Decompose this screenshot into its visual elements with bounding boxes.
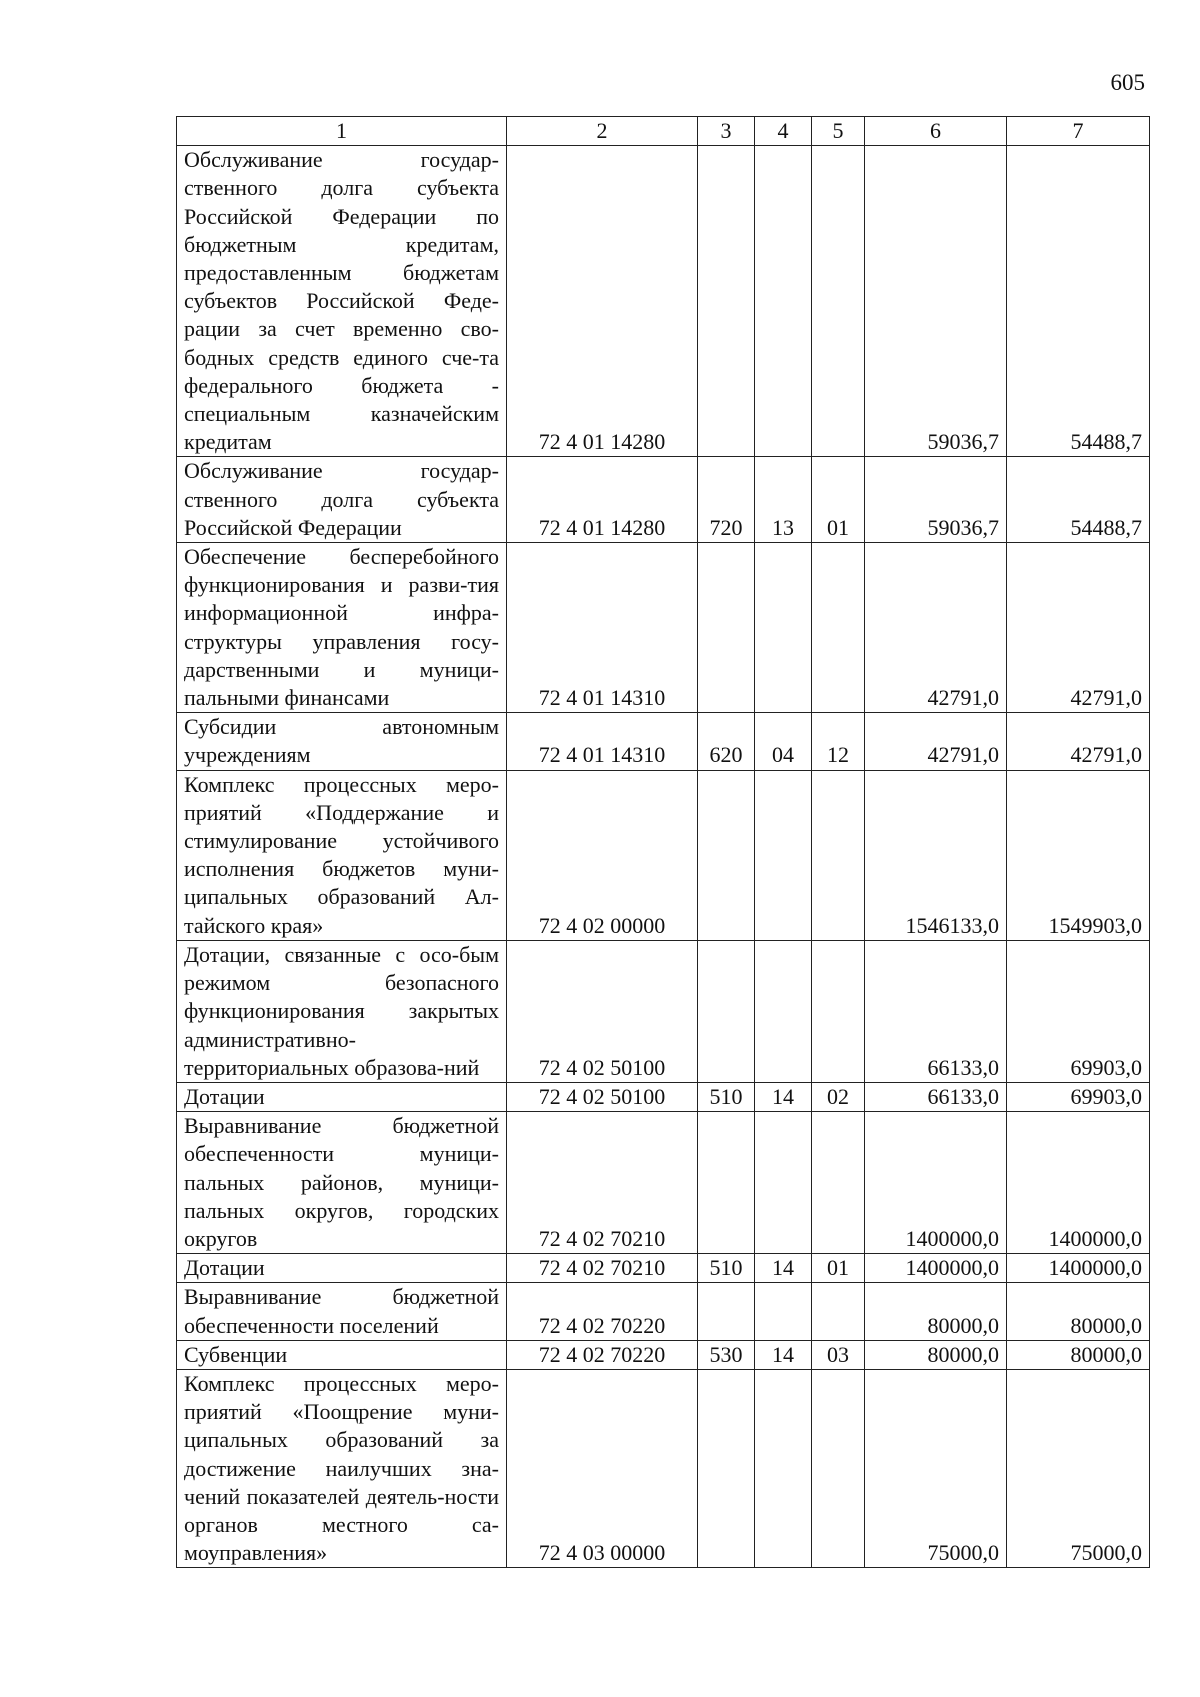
target-code: 72 4 02 00000 (507, 770, 698, 940)
subsection-code: 03 (812, 1340, 865, 1369)
header-cell: 3 (698, 117, 755, 146)
amount-2: 42791,0 (1007, 713, 1150, 770)
subsection-code (812, 770, 865, 940)
amount-2: 69903,0 (1007, 1082, 1150, 1111)
amount-2: 1400000,0 (1007, 1112, 1150, 1254)
item-name: Комплекс процессных меро-приятий «Поддержание и стимулирование устойчивого исполнения бюджетов муни-ципальных образований Ал-тайского края» (177, 770, 507, 940)
header-cell: 7 (1007, 117, 1150, 146)
table-row (177, 543, 1150, 713)
item-name: Выравнивание бюджетной обеспеченности муници-пальных районов, муници-пальных округов, городских округов (177, 1112, 507, 1254)
section-code: 04 (755, 713, 812, 770)
section-code (755, 1283, 812, 1340)
table-row (177, 1254, 1150, 1283)
section-code: 14 (755, 1340, 812, 1369)
subsection-code: 12 (812, 713, 865, 770)
expense-type (698, 146, 755, 457)
amount-1: 1400000,0 (865, 1254, 1007, 1283)
subsection-code (812, 1112, 865, 1254)
target-code: 72 4 01 14310 (507, 543, 698, 713)
amount-1: 42791,0 (865, 713, 1007, 770)
item-name: Обслуживание государ-ственного долга субъекта Российской Федерации по бюджетным кредитам, предоставленным бюджетам субъектов Российской Феде-рации за счет временно сво-бодных средств единого сче-та федерального бюджета - специальным казначейским кредитам (177, 146, 507, 457)
target-code: 72 4 01 14310 (507, 713, 698, 770)
expense-type (698, 543, 755, 713)
subsection-code: 01 (812, 457, 865, 543)
item-name: Комплекс процессных меро-приятий «Поощрение муни-ципальных образований за достижение наилучших зна-чений показателей деятель-ности органов местного са-моуправления» (177, 1369, 507, 1567)
target-code: 72 4 02 70210 (507, 1254, 698, 1283)
subsection-code (812, 940, 865, 1082)
target-code: 72 4 01 14280 (507, 146, 698, 457)
section-code (755, 770, 812, 940)
item-name: Выравнивание бюджетной обеспеченности поселений (177, 1283, 507, 1340)
amount-1: 42791,0 (865, 543, 1007, 713)
expense-type (698, 770, 755, 940)
amount-2: 69903,0 (1007, 940, 1150, 1082)
table-row (177, 770, 1150, 940)
expense-type: 510 (698, 1082, 755, 1111)
table-body (177, 117, 1150, 1568)
table-row (177, 713, 1150, 770)
item-name: Субсидии автономным учреждениям (177, 713, 507, 770)
expense-type: 530 (698, 1340, 755, 1369)
amount-2: 1549903,0 (1007, 770, 1150, 940)
page-number: 605 (1110, 70, 1145, 95)
expense-type (698, 1112, 755, 1254)
header-cell: 1 (177, 117, 507, 146)
item-name: Дотации (177, 1254, 507, 1283)
header-cell: 2 (507, 117, 698, 146)
subsection-code: 01 (812, 1254, 865, 1283)
table-row (177, 146, 1150, 457)
header-cell: 6 (865, 117, 1007, 146)
subsection-code (812, 543, 865, 713)
table-row (177, 1082, 1150, 1111)
table-row (177, 1112, 1150, 1254)
amount-2: 80000,0 (1007, 1340, 1150, 1369)
section-code: 14 (755, 1082, 812, 1111)
item-name: Дотации (177, 1082, 507, 1111)
budget-table (176, 116, 1150, 1568)
amount-1: 1400000,0 (865, 1112, 1007, 1254)
target-code: 72 4 01 14280 (507, 457, 698, 543)
section-code (755, 1369, 812, 1567)
item-name: Субвенции (177, 1340, 507, 1369)
target-code: 72 4 02 70220 (507, 1283, 698, 1340)
table-row (177, 1283, 1150, 1340)
header-cell: 4 (755, 117, 812, 146)
amount-2: 54488,7 (1007, 146, 1150, 457)
target-code: 72 4 02 70210 (507, 1112, 698, 1254)
target-code: 72 4 03 00000 (507, 1369, 698, 1567)
amount-2: 54488,7 (1007, 457, 1150, 543)
expense-type (698, 1369, 755, 1567)
section-code: 13 (755, 457, 812, 543)
amount-1: 59036,7 (865, 457, 1007, 543)
target-code: 72 4 02 50100 (507, 1082, 698, 1111)
amount-2: 42791,0 (1007, 543, 1150, 713)
amount-1: 66133,0 (865, 1082, 1007, 1111)
item-name: Обеспечение бесперебойного функционирования и разви-тия информационной инфра-структуры управления госу-дарственными и муници-пальными финансами (177, 543, 507, 713)
target-code: 72 4 02 70220 (507, 1340, 698, 1369)
amount-1: 66133,0 (865, 940, 1007, 1082)
expense-type: 720 (698, 457, 755, 543)
expense-type (698, 940, 755, 1082)
amount-1: 1546133,0 (865, 770, 1007, 940)
section-code (755, 543, 812, 713)
subsection-code: 02 (812, 1082, 865, 1111)
section-code (755, 146, 812, 457)
amount-2: 80000,0 (1007, 1283, 1150, 1340)
expense-type (698, 1283, 755, 1340)
table-row (177, 940, 1150, 1082)
subsection-code (812, 1283, 865, 1340)
amount-1: 75000,0 (865, 1369, 1007, 1567)
header-cell: 5 (812, 117, 865, 146)
subsection-code (812, 1369, 865, 1567)
amount-1: 59036,7 (865, 146, 1007, 457)
table-row (177, 457, 1150, 543)
expense-type: 510 (698, 1254, 755, 1283)
header-row (177, 117, 1150, 146)
amount-1: 80000,0 (865, 1340, 1007, 1369)
subsection-code (812, 146, 865, 457)
table-row (177, 1340, 1150, 1369)
section-code (755, 1112, 812, 1254)
amount-1: 80000,0 (865, 1283, 1007, 1340)
amount-2: 1400000,0 (1007, 1254, 1150, 1283)
target-code: 72 4 02 50100 (507, 940, 698, 1082)
expense-type: 620 (698, 713, 755, 770)
table-row (177, 1369, 1150, 1567)
section-code: 14 (755, 1254, 812, 1283)
section-code (755, 940, 812, 1082)
item-name: Обслуживание государ-ственного долга субъекта Российской Федерации (177, 457, 507, 543)
amount-2: 75000,0 (1007, 1369, 1150, 1567)
item-name: Дотации, связанные с осо-бым режимом безопасного функционирования закрытых административно-территориальных образова-ний (177, 940, 507, 1082)
